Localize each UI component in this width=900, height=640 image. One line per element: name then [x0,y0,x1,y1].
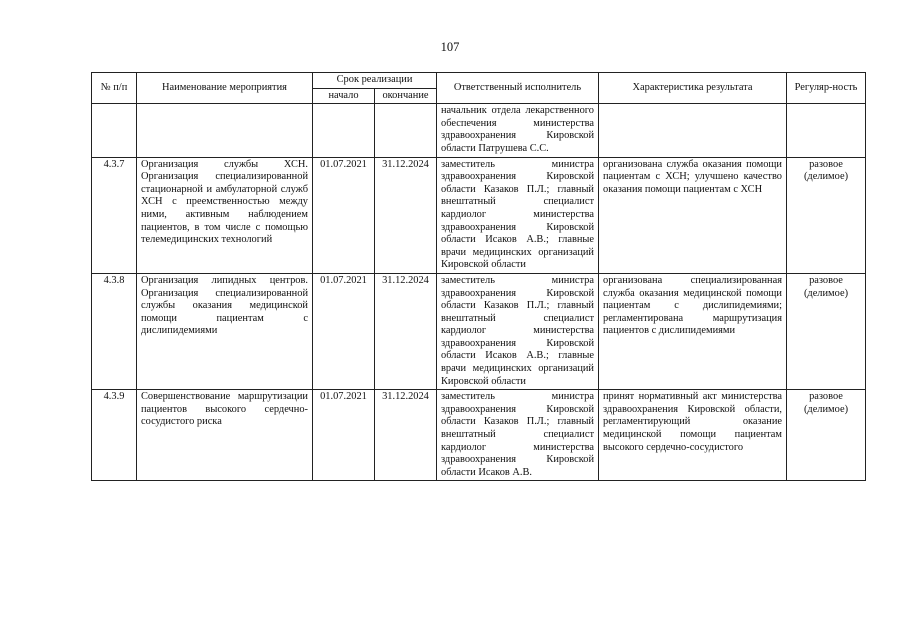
cell-start: 01.07.2021 [313,390,375,481]
cell-end: 31.12.2024 [375,157,437,273]
events-table [91,72,866,481]
cell-regularity: разовое (делимое) [787,157,866,273]
cell-responsible: заместитель министра здравоохранения Кировской области Казаков П.Л.; главный внештатный специалист кардиолог министерства здравоохранения Кировской области Исаков А.В.; главные врачи медицинских организаций Кировской области [437,273,599,389]
cell-responsible: заместитель министра здравоохранения Кировской области Казаков П.Л.; главный внештатный специалист кардиолог министерства здравоохранения Кировской области Исаков А.В. [437,390,599,481]
header-period: Срок реализации [313,73,437,89]
header-responsible: Ответственный исполнитель [437,73,599,104]
cell-end: 31.12.2024 [375,390,437,481]
cell-regularity: разовое (делимое) [787,390,866,481]
header-start: начало [313,88,375,104]
cell-name: Организация службы ХСН. Организация специализированной стационарной и амбулаторной служб ХСН с преемственностью между ними, активным наблюдением пациентов, в том числе с помощью телемедицинских технологий [137,157,313,273]
table-row [92,273,866,389]
cell-start: 01.07.2021 [313,157,375,273]
cell-responsible: начальник отдела лекарственного обеспечения министерства здравоохранения Кировской области Патрушева С.С. [437,104,599,157]
cell-result: организована служба оказания помощи пациентам с ХСН; улучшено качество оказания помощи пациентам с ХСН [599,157,787,273]
header-num: № п/п [92,73,137,104]
cell-result: организована специализированная служба оказания медицинской помощи пациентам с дислипидемиями; регламентирована маршрутизация пациентов с дислипидемиями [599,273,787,389]
cell-start: 01.07.2021 [313,273,375,389]
cell-num: 4.3.7 [92,157,137,273]
table-row [92,157,866,273]
table-row-continuation [92,104,866,157]
page-number: 107 [440,40,460,54]
cell-end: 31.12.2024 [375,273,437,389]
cell-num: 4.3.8 [92,273,137,389]
header-result: Характеристика результата [599,73,787,104]
cell-name: Совершенствование маршрутизации пациентов высокого сердечно-сосудистого риска [137,390,313,481]
cell-num: 4.3.9 [92,390,137,481]
table-row [92,390,866,481]
header-regularity: Регуляр-ность [787,73,866,104]
cell-regularity: разовое (делимое) [787,273,866,389]
header-name: Наименование мероприятия [137,73,313,104]
cell-name: Организация липидных центров. Организация специализированной службы оказания медицинской помощи пациентам с дислипидемиями [137,273,313,389]
header-end: окончание [375,88,437,104]
cell-result: принят нормативный акт министерства здравоохранения Кировской области, регламентирующий оказание медицинской помощи пациентам высокого сердечно-сосудистого [599,390,787,481]
cell-responsible: заместитель министра здравоохранения Кировской области Казаков П.Л.; главный внештатный специалист кардиолог министерства здравоохранения Кировской области Исаков А.В.; главные врачи медицинских организаций Кировской области [437,157,599,273]
